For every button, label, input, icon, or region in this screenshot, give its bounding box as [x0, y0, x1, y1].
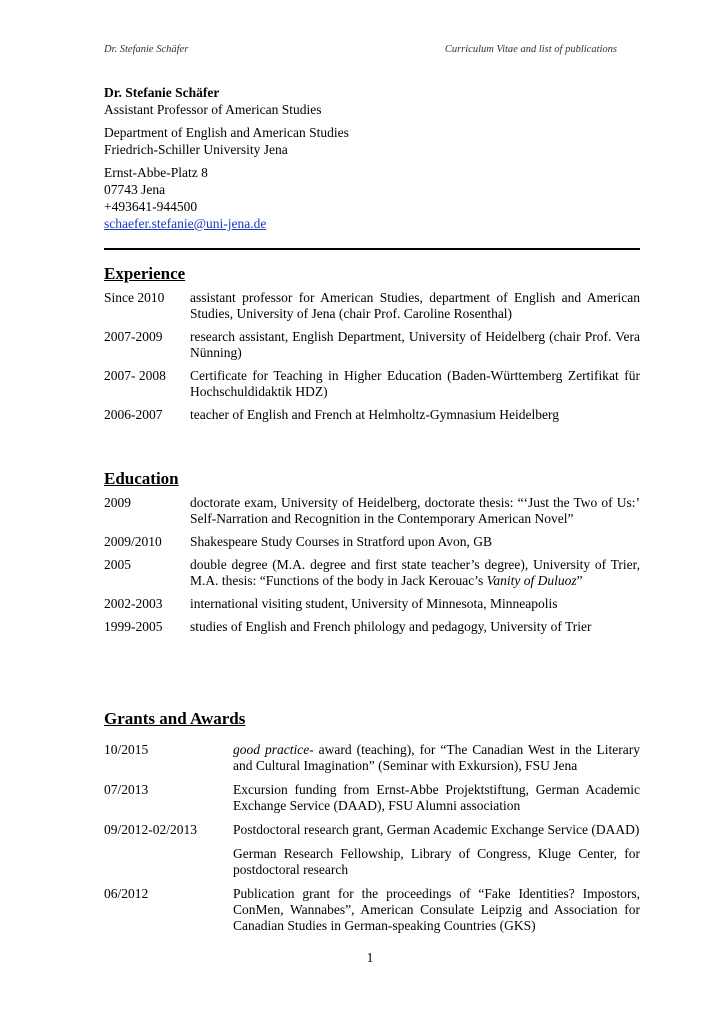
entry-date: 1999-2005	[104, 619, 163, 634]
entry-text: international visiting student, University of Minnesota, Minneapolis	[190, 596, 558, 611]
entry-date: 10/2015	[104, 742, 149, 757]
entry-date: 2005	[104, 557, 131, 572]
running-header-right: Curriculum Vitae and list of publications	[444, 44, 617, 55]
education-entry	[104, 619, 640, 635]
department: Department of English and American Studies	[104, 125, 349, 140]
grant-entry	[104, 822, 640, 838]
entry-text: Publication grant for the proceedings of “Fake Identities? Impostors, ConMen, Wannabes”, American Consulate Leipzig and Association for Canadian Studies in German-speaking Countries (GKS)	[233, 886, 640, 933]
education-entry	[104, 557, 640, 589]
grant-entry	[104, 846, 640, 878]
experience-entry	[104, 290, 640, 322]
entry-date: Since 2010	[104, 290, 165, 305]
entry-date	[104, 846, 233, 878]
author-name: Dr. Stefanie Schäfer	[104, 85, 220, 100]
education-heading: Education	[104, 469, 179, 488]
grant-entry	[104, 742, 640, 774]
education-entry	[104, 596, 640, 612]
grants-list	[104, 742, 640, 942]
entry-date: 2007- 2008	[104, 368, 166, 383]
experience-entry	[104, 368, 640, 400]
thesis-book-title: Vanity of Duluoz	[486, 573, 577, 588]
entry-text: German Research Fellowship, Library of Congress, Kluge Center, for postdoctoral research	[233, 846, 640, 877]
entry-text: good practice- award (teaching), for “The Canadian West in the Literary and Cultural Imagination” (Seminar with Exkursion), FSU Jena	[233, 742, 640, 773]
horizontal-rule	[104, 248, 640, 250]
grant-entry	[104, 782, 640, 814]
experience-entry	[104, 329, 640, 361]
entry-text: doctorate exam, University of Heidelberg, doctorate thesis: “‘Just the Two of Us:’ Self-Narration and Recognition in the Contemporary American Novel”	[190, 495, 640, 526]
entry-date: 07/2013	[104, 782, 149, 797]
contact-block	[104, 84, 349, 232]
education-entry	[104, 495, 640, 527]
entry-date: 2009/2010	[104, 534, 162, 549]
entry-text: studies of English and French philology and pedagogy, University of Trier	[190, 619, 592, 634]
award-name: good practice-	[233, 742, 314, 757]
page-number: 1	[366, 950, 374, 965]
education-entry	[104, 534, 640, 550]
entry-date: 2006-2007	[104, 407, 163, 422]
entry-text: Postdoctoral research grant, German Academic Exchange Service (DAAD)	[233, 822, 640, 837]
experience-heading: Experience	[104, 264, 186, 283]
entry-text: research assistant, English Department, University of Heidelberg (chair Prof. Vera Nünning)	[190, 329, 640, 360]
author-title: Assistant Professor of American Studies	[104, 102, 322, 117]
education-list	[104, 495, 640, 642]
entry-text: assistant professor for American Studies, department of English and American Studies, University of Jena (chair Prof. Caroline Rosenthal)	[190, 290, 640, 321]
experience-entry	[104, 407, 640, 423]
email-link[interactable]: schaefer.stefanie@uni-jena.de	[104, 216, 267, 231]
entry-date: 2002-2003	[104, 596, 163, 611]
street-address: Ernst-Abbe-Platz 8	[104, 165, 208, 180]
phone: +493641-944500	[104, 199, 198, 214]
entry-text: Excursion funding from Ernst-Abbe Projektstiftung, German Academic Exchange Service (DAAD), FSU Alumni association	[233, 782, 640, 813]
running-header-left: Dr. Stefanie Schäfer	[104, 44, 189, 55]
entry-date: 2007-2009	[104, 329, 163, 344]
entry-date: 06/2012	[104, 886, 149, 901]
entry-text: Certificate for Teaching in Higher Education (Baden-Württemberg Zertifikat für Hochschuldidaktik HDZ)	[190, 368, 640, 399]
experience-list	[104, 290, 640, 430]
entry-text: teacher of English and French at Helmholtz-Gymnasium Heidelberg	[190, 407, 560, 422]
entry-date: 09/2012-02/2013	[104, 822, 197, 837]
grants-heading: Grants and Awards	[104, 709, 246, 728]
city: 07743 Jena	[104, 182, 166, 197]
grant-entry	[104, 886, 640, 934]
entry-text: Shakespeare Study Courses in Stratford upon Avon, GB	[190, 534, 492, 549]
entry-date: 2009	[104, 495, 131, 510]
university: Friedrich-Schiller University Jena	[104, 142, 288, 157]
entry-text: double degree (M.A. degree and first state teacher’s degree), University of Trier, M.A. thesis: “Functions of the body in Jack Kerouac’s Vanity of Duluoz”	[190, 557, 640, 588]
